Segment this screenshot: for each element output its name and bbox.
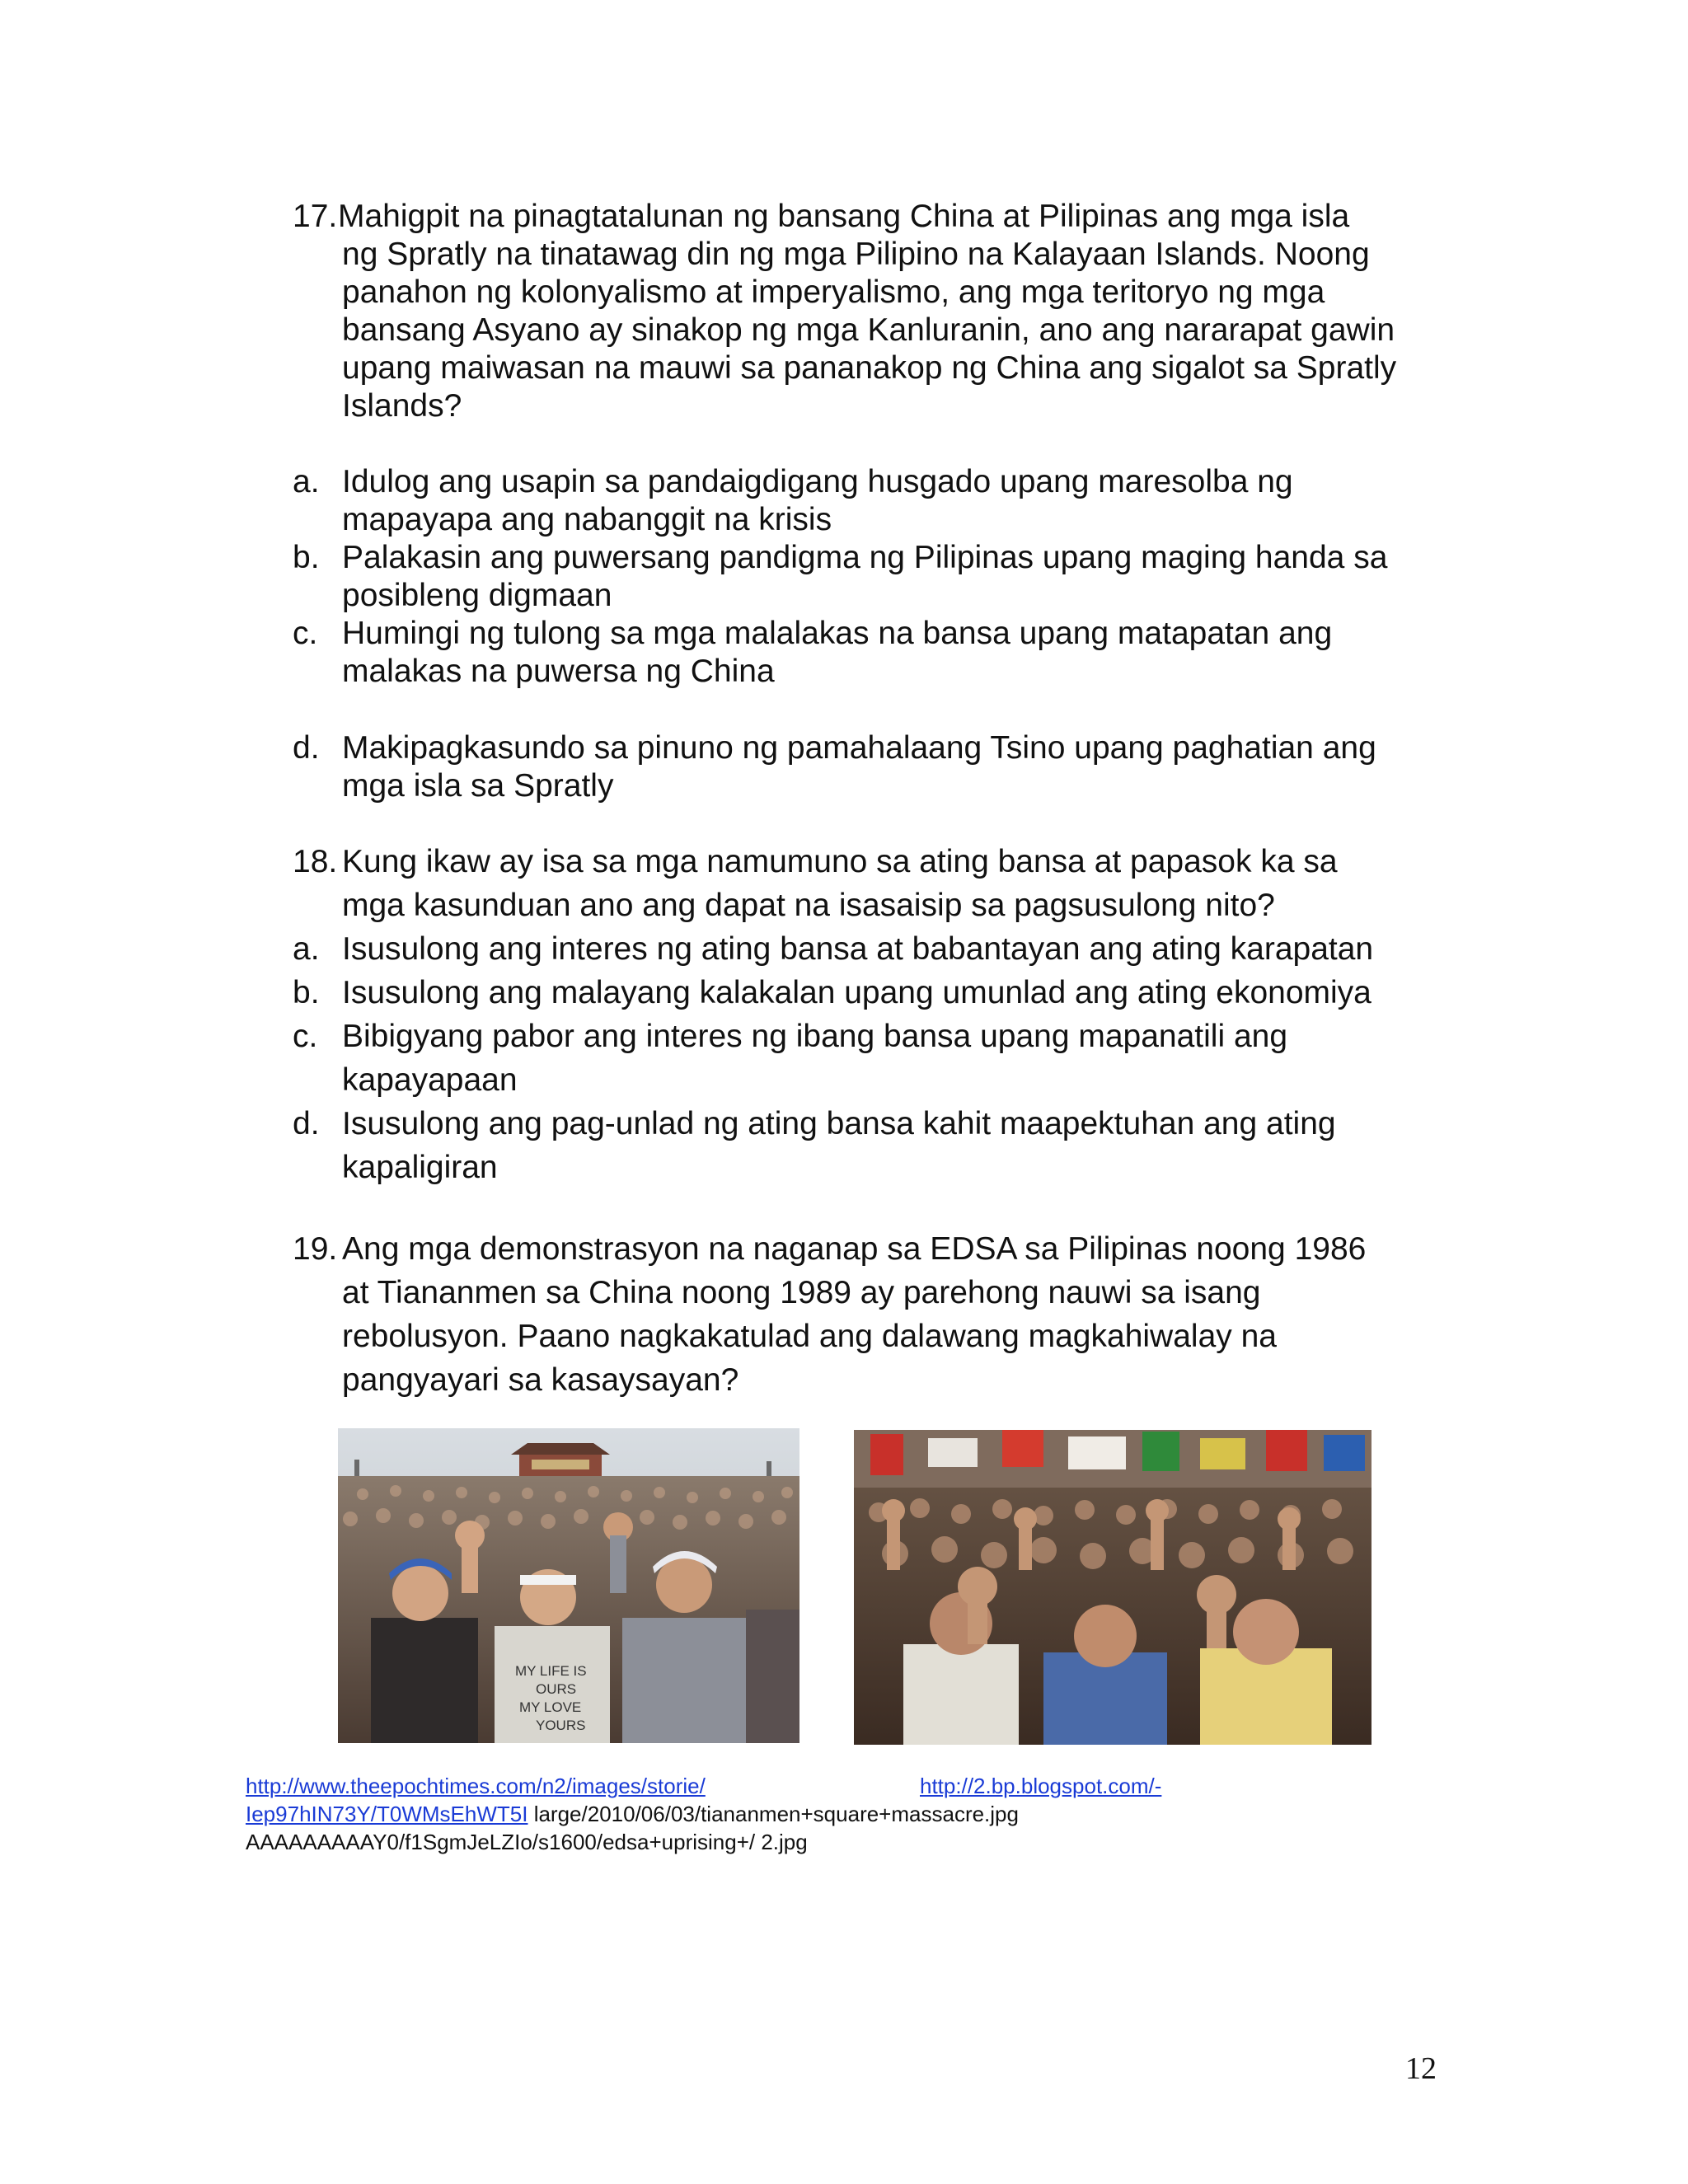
option-letter: c. (293, 1019, 318, 1054)
option-text: Idulog ang usapin sa pandaigdigang husgado upang maresolba ng (342, 464, 1293, 499)
option-text: Humingi ng tulong sa mga malalakas na bansa upang matapatan ang (342, 616, 1333, 651)
option-text: mga isla sa Spratly (342, 768, 614, 804)
option-text: mapayapa ang nabanggit na krisis (342, 502, 832, 537)
option-b (293, 539, 1447, 615)
question-text: ng Spratly na tinatawag din ng mga Pilipino na Kalayaan Islands. Noong (342, 237, 1370, 272)
option-letter: a. (293, 931, 320, 967)
option-letter: c. (293, 616, 318, 651)
source-link-epochtimes[interactable]: http://www.theepochtimes.com/n2/images/storie/ (246, 1774, 706, 1798)
option-letter: d. (293, 1106, 320, 1141)
source-link-blogspot[interactable]: http://2.bp.blogspot.com/- (920, 1774, 1162, 1798)
shirt-writing: MY LOVE (519, 1699, 582, 1715)
question-text: Mahigpit na pinagtatalunan ng bansang China at Pilipinas ang mga isla (338, 199, 1350, 234)
question-text: Islands? (342, 388, 462, 424)
option-text: Makipagkasundo sa pinuno ng pamahalaang Tsino upang paghatian ang (342, 730, 1376, 766)
option-a (293, 463, 1447, 539)
option-text: malakas na puwersa ng China (342, 654, 775, 689)
option-text: posibleng digmaan (342, 578, 612, 613)
question-text: panahon ng kolonyalismo at imperyalismo, ang mga teritoryo ng mga (342, 274, 1325, 310)
question-number: 18. (293, 844, 338, 879)
source-link-blogspot-cont[interactable]: Iep97hIN73Y/T0WMsEhWT5I (246, 1802, 528, 1826)
option-text: Isusulong ang interes ng ating bansa at babantayan ang ating karapatan (342, 931, 1374, 967)
image-sources (246, 1772, 1162, 1856)
question-text: at Tiananmen sa China noong 1989 ay parehong nauwi sa isang (342, 1275, 1261, 1310)
q17-options (293, 463, 1447, 691)
question-text: pangyayari sa kasaysayan? (342, 1362, 739, 1398)
source-text: AAAAAAAAAY0/f1SgmJeLZIo/s1600/edsa+uprising+/ 2.jpg (246, 1830, 808, 1854)
page-number: 12 (1405, 2051, 1437, 2086)
question-text: mga kasunduan ano ang dapat na isasaisip sa pagsusulong nito? (342, 888, 1275, 923)
tiananmen-photo (338, 1428, 799, 1743)
question-number: 19. (293, 1231, 338, 1267)
question-text: upang maiwasan na mauwi sa pananakop ng China ang sigalot sa Spratly (342, 350, 1397, 386)
shirt-writing: MY LIFE IS (515, 1663, 587, 1679)
question-18 (293, 843, 1447, 1193)
question-number: 17. (293, 199, 338, 234)
q17-option-d (293, 729, 1447, 805)
shirt-writing: YOURS (536, 1718, 586, 1733)
question-17 (293, 198, 1447, 425)
question-text: Kung ikaw ay isa sa mga namumuno sa ating bansa at papasok ka sa (342, 844, 1338, 879)
option-text: kapaligiran (342, 1150, 498, 1185)
option-letter: b. (293, 540, 320, 575)
edsa-photo (854, 1430, 1372, 1745)
question-text: Ang mga demonstrasyon na naganap sa EDSA sa Pilipinas noong 1986 (342, 1231, 1367, 1267)
option-text: Isusulong ang malayang kalakalan upang umunlad ang ating ekonomiya (342, 975, 1372, 1010)
option-text: Palakasin ang puwersang pandigma ng Pilipinas upang maging handa sa (342, 540, 1388, 575)
question-text: bansang Asyano ay sinakop ng mga Kanluranin, ano ang nararapat gawin (342, 312, 1395, 348)
option-letter: a. (293, 464, 320, 499)
question-text: rebolusyon. Paano nagkakatulad ang dalawang magkahiwalay na (342, 1319, 1277, 1354)
option-letter: b. (293, 975, 320, 1010)
option-letter: d. (293, 730, 320, 766)
question-19 (293, 1230, 1447, 1405)
option-text: Isusulong ang pag-unlad ng ating bansa kahit maapektuhan ang ating (342, 1106, 1336, 1141)
shirt-writing: OURS (536, 1681, 577, 1697)
option-text: kapayapaan (342, 1062, 518, 1098)
source-text: large/2010/06/03/tiananmen+square+massacre.jpg (528, 1802, 1019, 1826)
option-text: Bibigyang pabor ang interes ng ibang bansa upang mapanatili ang (342, 1019, 1288, 1054)
option-c (293, 615, 1447, 691)
